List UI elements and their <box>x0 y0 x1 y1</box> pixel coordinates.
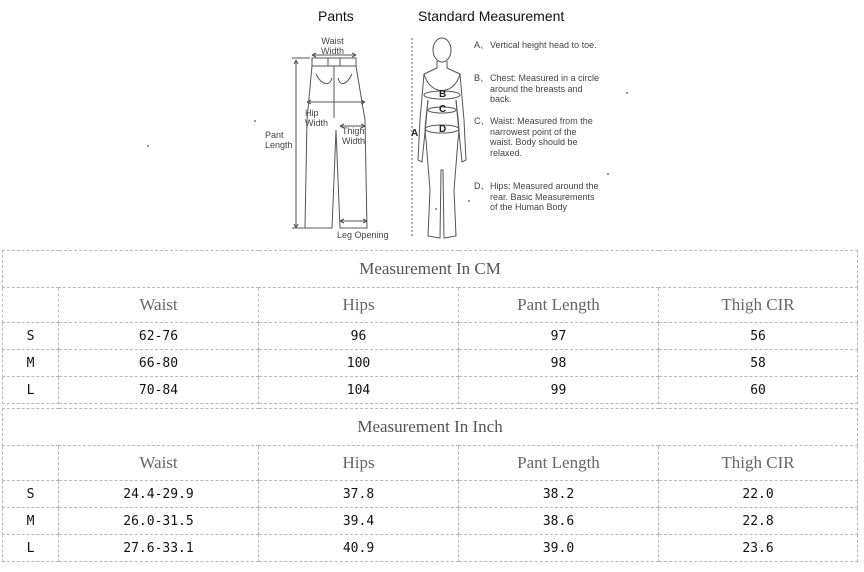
header-waist: Waist <box>59 288 259 323</box>
header-waist: Waist <box>59 446 259 481</box>
measurement-inch-table <box>2 408 858 562</box>
pant-length-cell: 99 <box>459 377 659 404</box>
pant-length-cell: 39.0 <box>459 535 659 562</box>
thigh-cir-cell: 23.6 <box>659 535 858 562</box>
header-hips: Hips <box>259 288 459 323</box>
note-c-key: C、 <box>474 116 490 126</box>
table-inch-caption: Measurement In Inch <box>3 409 858 446</box>
header-pant-length: Pant Length <box>459 288 659 323</box>
size-cell: L <box>3 377 59 404</box>
header-thigh-cir: Thigh CIR <box>659 446 858 481</box>
waist-cell: 24.4-29.9 <box>59 481 259 508</box>
note-c <box>474 116 600 158</box>
header-pant-length: Pant Length <box>459 446 659 481</box>
waist-cell: 27.6-33.1 <box>59 535 259 562</box>
hips-cell: 100 <box>259 350 459 377</box>
body-letter-a: A <box>411 128 419 139</box>
table-row <box>3 377 858 404</box>
pant-length-cell: 38.6 <box>459 508 659 535</box>
waist-width-label: Waist Width <box>321 36 345 56</box>
leg-opening-label: Leg Opening <box>337 230 389 240</box>
body-letter-b: B <box>439 89 447 100</box>
note-d-text: Hips: Measured around the rear. Basic Measurements of the Human Body <box>490 181 599 212</box>
waist-cell: 26.0-31.5 <box>59 508 259 535</box>
measurement-cm-table <box>2 250 858 404</box>
note-b-key: B、 <box>474 73 490 83</box>
hips-cell: 37.8 <box>259 481 459 508</box>
pant-length-cell: 98 <box>459 350 659 377</box>
size-cell: M <box>3 350 59 377</box>
header-cell <box>3 288 59 323</box>
body-letter-c: C <box>439 104 447 115</box>
note-a-text: Vertical height head to toe. <box>490 40 597 50</box>
hip-width-label: Hip Width <box>305 108 329 128</box>
size-cell: S <box>3 481 59 508</box>
pant-length-label: Pant Length <box>265 130 293 150</box>
thigh-cir-cell: 60 <box>659 377 858 404</box>
waist-cell: 62-76 <box>59 323 259 350</box>
thigh-width-label: Thigh Width <box>342 126 366 146</box>
thigh-cir-cell: 58 <box>659 350 858 377</box>
hips-cell: 104 <box>259 377 459 404</box>
note-a-key: A、 <box>474 40 490 50</box>
table-row <box>3 508 858 535</box>
table-row <box>3 350 858 377</box>
note-c-text: Waist: Measured from the narrowest point of the waist. Body should be relaxed. <box>490 116 593 158</box>
pants-title: Pants <box>318 8 354 24</box>
header-cell <box>3 446 59 481</box>
header-hips: Hips <box>259 446 459 481</box>
header-thigh-cir: Thigh CIR <box>659 288 858 323</box>
size-cell: L <box>3 535 59 562</box>
standard-measurement-title: Standard Measurement <box>418 8 565 24</box>
note-b-text: Chest: Measured in a circle around the breasts and back. <box>490 73 600 104</box>
pants-drawing <box>0 0 864 248</box>
table-row <box>3 535 858 562</box>
size-illustration <box>0 0 864 248</box>
hips-cell: 96 <box>259 323 459 350</box>
size-cell: M <box>3 508 59 535</box>
hips-cell: 40.9 <box>259 535 459 562</box>
waist-cell: 66-80 <box>59 350 259 377</box>
thigh-cir-cell: 22.8 <box>659 508 858 535</box>
thigh-cir-cell: 56 <box>659 323 858 350</box>
pant-length-cell: 38.2 <box>459 481 659 508</box>
note-a <box>474 40 600 51</box>
table-cm-caption: Measurement In CM <box>3 251 858 288</box>
table-row <box>3 481 858 508</box>
body-letter-d: D <box>439 124 447 135</box>
table-row <box>3 323 858 350</box>
size-cell: S <box>3 323 59 350</box>
note-d <box>474 181 600 213</box>
pant-length-cell: 97 <box>459 323 659 350</box>
note-b <box>474 73 600 105</box>
hips-cell: 39.4 <box>259 508 459 535</box>
note-d-key: D、 <box>474 181 490 191</box>
waist-cell: 70-84 <box>59 377 259 404</box>
thigh-cir-cell: 22.0 <box>659 481 858 508</box>
